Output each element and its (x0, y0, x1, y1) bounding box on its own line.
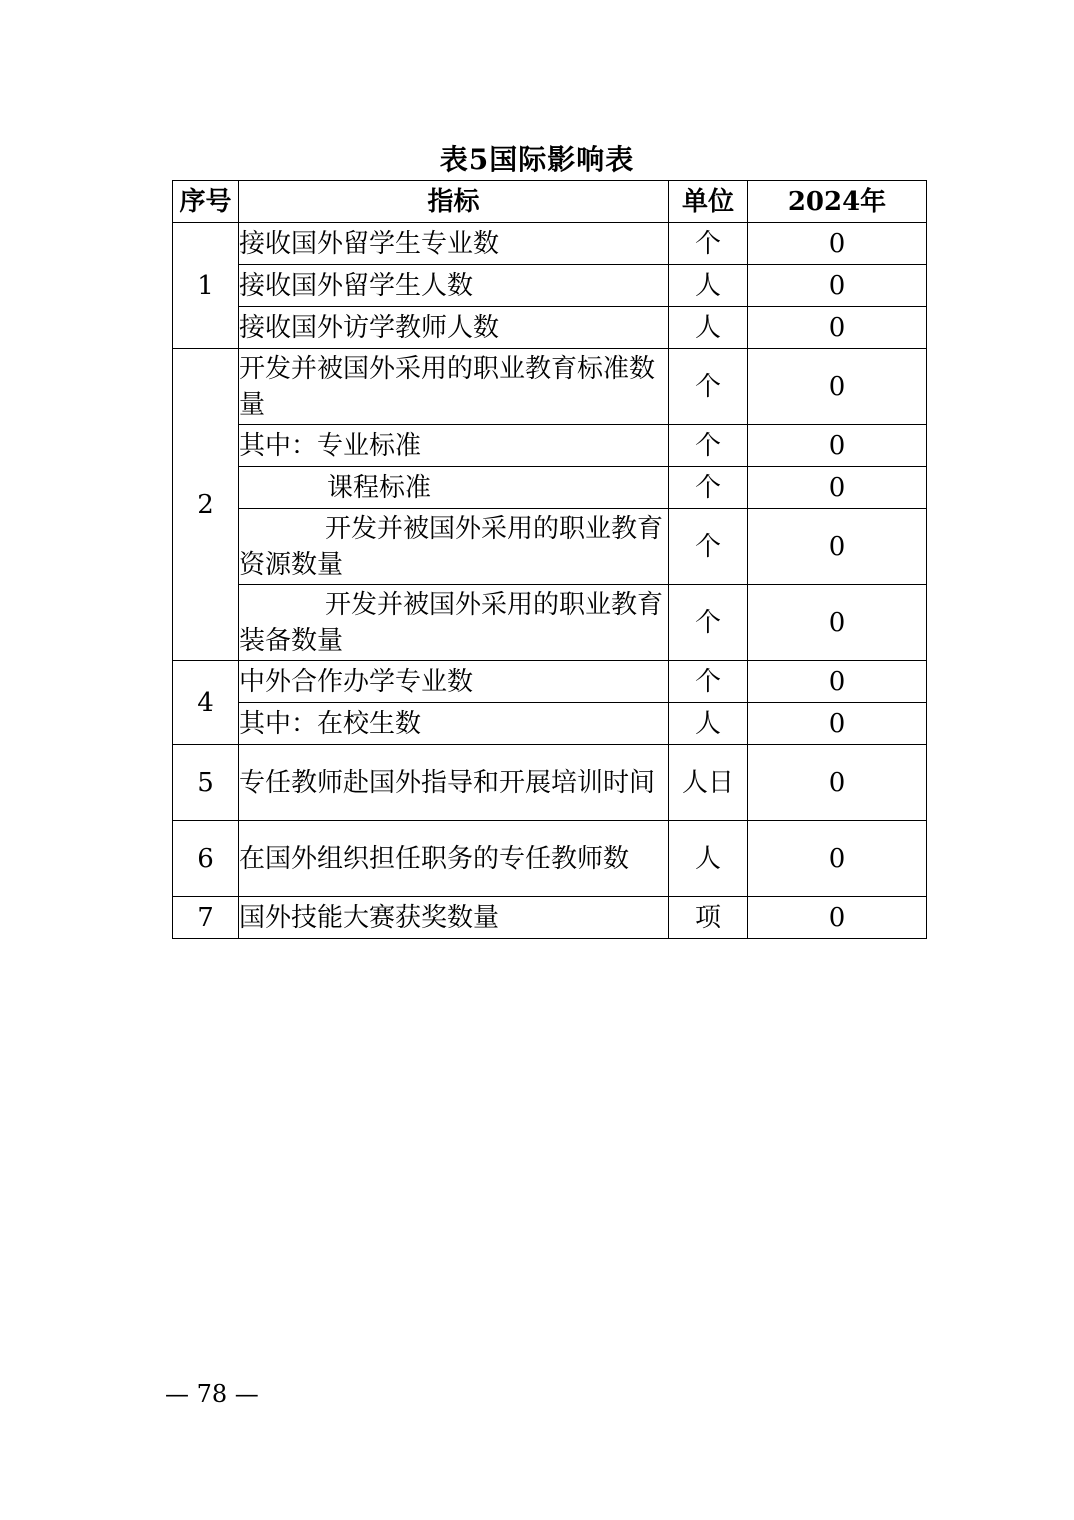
unit-cell: 人 (669, 307, 748, 349)
indicator-cell: 开发并被国外采用的职业教育标准数量 (239, 349, 669, 425)
indicator-cell: 在国外组织担任职务的专任教师数 (239, 821, 669, 897)
unit-cell: 个 (669, 223, 748, 265)
table-row (173, 897, 927, 939)
unit-cell: 人 (669, 265, 748, 307)
table-row (173, 745, 927, 821)
row-number: 6 (173, 821, 239, 897)
table-row (173, 425, 927, 467)
page-number: — 78 — (165, 1380, 259, 1408)
unit-cell: 个 (669, 425, 748, 467)
table-row (173, 661, 927, 703)
indicator-cell: 接收国外留学生专业数 (239, 223, 669, 265)
row-number: 4 (173, 661, 239, 745)
value-cell: 0 (748, 585, 927, 661)
unit-cell: 个 (669, 349, 748, 425)
table-row (173, 509, 927, 585)
header-year: 2024年 (748, 181, 927, 223)
table-row (173, 223, 927, 265)
indicator-cell: 国外技能大赛获奖数量 (239, 897, 669, 939)
table-row (173, 821, 927, 897)
value-cell: 0 (748, 897, 927, 939)
value-cell: 0 (748, 661, 927, 703)
indicator-cell: 其中：专业标准 (239, 425, 669, 467)
value-cell: 0 (748, 821, 927, 897)
value-cell: 0 (748, 307, 927, 349)
unit-cell: 个 (669, 585, 748, 661)
indicator-cell: 课程标准 (239, 467, 669, 509)
unit-cell: 个 (669, 661, 748, 703)
row-number: 7 (173, 897, 239, 939)
value-cell: 0 (748, 745, 927, 821)
table-title: 表5国际影响表 (439, 143, 635, 176)
indicator-cell: 开发并被国外采用的职业教育装备数量 (239, 585, 669, 661)
header-row (173, 181, 927, 223)
indicator-cell: 接收国外留学生人数 (239, 265, 669, 307)
row-number: 1 (173, 223, 239, 349)
header-unit: 单位 (669, 181, 748, 223)
header-num: 序号 (173, 181, 239, 223)
value-cell: 0 (748, 703, 927, 745)
indicator-cell: 开发并被国外采用的职业教育资源数量 (239, 509, 669, 585)
table-row (173, 585, 927, 661)
indicator-cell: 中外合作办学专业数 (239, 661, 669, 703)
table-row (173, 703, 927, 745)
international-influence-table (172, 180, 927, 939)
indicator-cell: 接收国外访学教师人数 (239, 307, 669, 349)
unit-cell: 人 (669, 703, 748, 745)
table-row (173, 467, 927, 509)
table-row (173, 349, 927, 425)
unit-cell: 个 (669, 509, 748, 585)
unit-cell: 人 (669, 821, 748, 897)
table-row (173, 307, 927, 349)
unit-cell: 项 (669, 897, 748, 939)
value-cell: 0 (748, 265, 927, 307)
indicator-cell: 专任教师赴国外指导和开展培训时间 (239, 745, 669, 821)
unit-cell: 个 (669, 467, 748, 509)
value-cell: 0 (748, 509, 927, 585)
value-cell: 0 (748, 467, 927, 509)
value-cell: 0 (748, 425, 927, 467)
unit-cell: 人日 (669, 745, 748, 821)
value-cell: 0 (748, 349, 927, 425)
row-number: 5 (173, 745, 239, 821)
header-indicator: 指标 (239, 181, 669, 223)
value-cell: 0 (748, 223, 927, 265)
indicator-cell: 其中：在校生数 (239, 703, 669, 745)
table-row (173, 265, 927, 307)
row-number: 2 (173, 349, 239, 661)
